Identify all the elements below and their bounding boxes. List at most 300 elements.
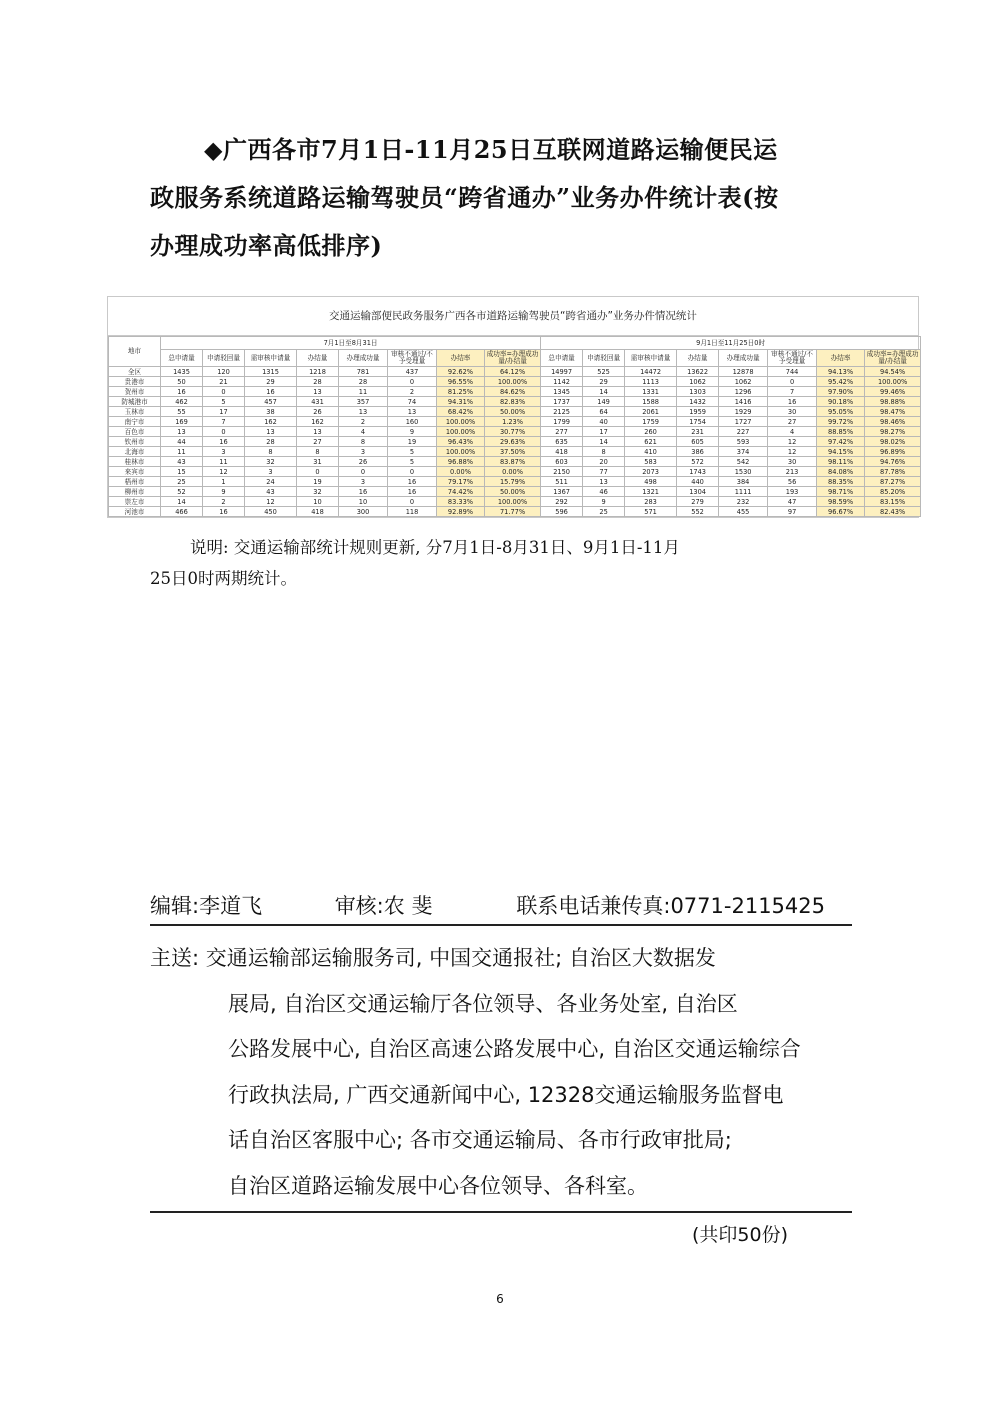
table-row [109, 387, 921, 397]
value-cell: 0 [203, 387, 245, 397]
distribution-rule [150, 1211, 852, 1213]
distribution-line: 自治区道路运输发展中心各位领导、各科室。 [228, 1173, 648, 1198]
value-cell: 374 [719, 447, 768, 457]
value-cell: 583 [625, 457, 677, 467]
value-cell: 15 [161, 467, 203, 477]
value-cell: 10 [339, 497, 388, 507]
value-cell: 27 [768, 417, 817, 427]
value-cell: 11 [161, 447, 203, 457]
value-cell: 56 [768, 477, 817, 487]
value-cell: 88.85% [817, 427, 865, 437]
value-cell: 95.42% [817, 377, 865, 387]
value-cell: 17 [583, 427, 625, 437]
value-cell: 16 [388, 487, 437, 497]
value-cell: 64 [583, 407, 625, 417]
value-cell: 13 [297, 387, 339, 397]
editor-name: 编辑:李道飞 [150, 894, 263, 918]
value-cell: 13 [388, 407, 437, 417]
value-cell: 98.27% [865, 427, 921, 437]
value-cell: 28 [297, 377, 339, 387]
value-cell: 3 [339, 477, 388, 487]
value-cell: 410 [625, 447, 677, 457]
column-header: 需审核申请量 [245, 350, 297, 367]
value-cell: 32 [245, 457, 297, 467]
value-cell: 100.00% [865, 377, 921, 387]
value-cell: 1113 [625, 377, 677, 387]
distribution-line: 主送: 交通运输部运输服务司, 中国交通报社; 自治区大数据发 [150, 946, 716, 970]
value-cell: 277 [541, 427, 583, 437]
value-cell: 0.00% [437, 467, 485, 477]
value-cell: 82.43% [865, 507, 921, 517]
value-cell: 83.15% [865, 497, 921, 507]
value-cell: 1315 [245, 367, 297, 377]
column-header: 总申请量 [161, 350, 203, 367]
value-cell: 1321 [625, 487, 677, 497]
document-heading [150, 126, 865, 270]
value-cell: 232 [719, 497, 768, 507]
value-cell: 4 [768, 427, 817, 437]
value-cell: 52 [161, 487, 203, 497]
value-cell: 744 [768, 367, 817, 377]
value-cell: 2 [339, 417, 388, 427]
value-cell: 98.71% [817, 487, 865, 497]
table-row [109, 487, 921, 497]
value-cell: 25 [583, 507, 625, 517]
table-row [109, 397, 921, 407]
value-cell: 635 [541, 437, 583, 447]
period-header-1: 7月1日至8月31日 [161, 337, 541, 350]
value-cell: 9 [203, 487, 245, 497]
value-cell: 10 [297, 497, 339, 507]
value-cell: 87.78% [865, 467, 921, 477]
value-cell: 440 [677, 477, 719, 487]
value-cell: 31 [297, 457, 339, 467]
value-cell: 596 [541, 507, 583, 517]
column-header: 办结率 [437, 350, 485, 367]
value-cell: 3 [245, 467, 297, 477]
value-cell: 0 [388, 497, 437, 507]
value-cell: 17 [203, 407, 245, 417]
value-cell: 605 [677, 437, 719, 447]
city-cell: 贵港市 [109, 377, 161, 387]
value-cell: 16 [339, 487, 388, 497]
value-cell: 457 [245, 397, 297, 407]
value-cell: 13 [583, 477, 625, 487]
value-cell: 74.42% [437, 487, 485, 497]
value-cell: 14 [161, 497, 203, 507]
value-cell: 85.20% [865, 487, 921, 497]
value-cell: 1062 [719, 377, 768, 387]
city-cell: 南宁市 [109, 417, 161, 427]
value-cell: 418 [297, 507, 339, 517]
value-cell: 162 [245, 417, 297, 427]
value-cell: 14 [583, 387, 625, 397]
value-cell: 1142 [541, 377, 583, 387]
value-cell: 2150 [541, 467, 583, 477]
heading-line-3: 办理成功率高低排序) [150, 231, 383, 260]
value-cell: 43 [161, 457, 203, 467]
value-cell: 30 [768, 407, 817, 417]
value-cell: 466 [161, 507, 203, 517]
value-cell: 83.33% [437, 497, 485, 507]
value-cell: 16 [768, 397, 817, 407]
city-cell: 梧州市 [109, 477, 161, 487]
column-header: 总申请量 [541, 350, 583, 367]
value-cell: 1727 [719, 417, 768, 427]
note-line-2: 25日0时两期统计。 [150, 569, 297, 588]
city-cell: 崇左市 [109, 497, 161, 507]
value-cell: 572 [677, 457, 719, 467]
value-cell: 11 [339, 387, 388, 397]
value-cell: 12878 [719, 367, 768, 377]
value-cell: 98.02% [865, 437, 921, 447]
value-cell: 0 [388, 377, 437, 387]
value-cell: 20 [583, 457, 625, 467]
value-cell: 13622 [677, 367, 719, 377]
value-cell: 37.50% [485, 447, 541, 457]
contact-phone: 联系电话兼传真:0771-2115425 [516, 894, 825, 918]
city-cell: 柳州市 [109, 487, 161, 497]
value-cell: 8 [583, 447, 625, 457]
distribution-line: 公路发展中心, 自治区高速公路发展中心, 自治区交通运输综合 [228, 1037, 801, 1061]
value-cell: 84.62% [485, 387, 541, 397]
value-cell: 1929 [719, 407, 768, 417]
value-cell: 38 [245, 407, 297, 417]
city-cell: 来宾市 [109, 467, 161, 477]
city-cell: 全区 [109, 367, 161, 377]
value-cell: 231 [677, 427, 719, 437]
value-cell: 9 [583, 497, 625, 507]
value-cell: 0 [339, 467, 388, 477]
value-cell: 77 [583, 467, 625, 477]
value-cell: 29 [245, 377, 297, 387]
column-header: 申请驳回量 [583, 350, 625, 367]
value-cell: 1737 [541, 397, 583, 407]
value-cell: 82.83% [485, 397, 541, 407]
value-cell: 68.42% [437, 407, 485, 417]
table-row [109, 477, 921, 487]
value-cell: 213 [768, 467, 817, 477]
value-cell: 462 [161, 397, 203, 407]
value-cell: 94.13% [817, 367, 865, 377]
value-cell: 100.00% [485, 497, 541, 507]
value-cell: 279 [677, 497, 719, 507]
value-cell: 5 [388, 457, 437, 467]
value-cell: 300 [339, 507, 388, 517]
value-cell: 14472 [625, 367, 677, 377]
value-cell: 603 [541, 457, 583, 467]
value-cell: 455 [719, 507, 768, 517]
table-row [109, 467, 921, 477]
column-header: 办结量 [677, 350, 719, 367]
value-cell: 64.12% [485, 367, 541, 377]
table-row [109, 437, 921, 447]
value-cell: 16 [161, 387, 203, 397]
value-cell: 450 [245, 507, 297, 517]
page-number: 6 [496, 1292, 504, 1306]
value-cell: 94.76% [865, 457, 921, 467]
heading-line-2: 政服务系统道路运输驾驶员“跨省通办”业务办件统计表(按 [150, 183, 779, 212]
value-cell: 30.77% [485, 427, 541, 437]
value-cell: 28 [339, 377, 388, 387]
value-cell: 29 [583, 377, 625, 387]
value-cell: 1 [203, 477, 245, 487]
value-cell: 1218 [297, 367, 339, 377]
value-cell: 384 [719, 477, 768, 487]
value-cell: 79.17% [437, 477, 485, 487]
value-cell: 43 [245, 487, 297, 497]
value-cell: 50.00% [485, 487, 541, 497]
value-cell: 98.88% [865, 397, 921, 407]
value-cell: 87.27% [865, 477, 921, 487]
column-header: 需审核申请量 [625, 350, 677, 367]
value-cell: 1345 [541, 387, 583, 397]
column-header: 成功率=办理成功量/办结量 [485, 350, 541, 367]
value-cell: 96.89% [865, 447, 921, 457]
value-cell: 100.00% [437, 427, 485, 437]
statistics-table [108, 336, 921, 517]
value-cell: 1111 [719, 487, 768, 497]
value-cell: 50.00% [485, 407, 541, 417]
value-cell: 30 [768, 457, 817, 467]
value-cell: 418 [541, 447, 583, 457]
table-row [109, 377, 921, 387]
statistics-spreadsheet [107, 296, 919, 518]
city-cell: 河池市 [109, 507, 161, 517]
value-cell: 29.63% [485, 437, 541, 447]
value-cell: 19 [297, 477, 339, 487]
table-row [109, 407, 921, 417]
value-cell: 118 [388, 507, 437, 517]
value-cell: 16 [203, 507, 245, 517]
value-cell: 437 [388, 367, 437, 377]
copies-count: (共印50份) [692, 1224, 789, 1246]
value-cell: 0 [388, 467, 437, 477]
value-cell: 96.67% [817, 507, 865, 517]
value-cell: 32 [297, 487, 339, 497]
value-cell: 283 [625, 497, 677, 507]
value-cell: 1743 [677, 467, 719, 477]
value-cell: 92.89% [437, 507, 485, 517]
city-cell: 百色市 [109, 427, 161, 437]
value-cell: 8 [245, 447, 297, 457]
column-header: 办理成功量 [339, 350, 388, 367]
column-header: 审核不通过/不予受理量 [768, 350, 817, 367]
value-cell: 26 [297, 407, 339, 417]
value-cell: 83.87% [485, 457, 541, 467]
value-cell: 5 [203, 397, 245, 407]
value-cell: 96.43% [437, 437, 485, 447]
value-cell: 13 [245, 427, 297, 437]
value-cell: 1435 [161, 367, 203, 377]
city-cell: 北海市 [109, 447, 161, 457]
value-cell: 26 [339, 457, 388, 467]
value-cell: 12 [203, 467, 245, 477]
value-cell: 90.18% [817, 397, 865, 407]
value-cell: 16 [388, 477, 437, 487]
value-cell: 12 [768, 437, 817, 447]
value-cell: 44 [161, 437, 203, 447]
reviewer-name: 审核:农 斐 [334, 894, 433, 918]
table-row [109, 507, 921, 517]
value-cell: 593 [719, 437, 768, 447]
value-cell: 100.00% [437, 447, 485, 457]
value-cell: 14997 [541, 367, 583, 377]
value-cell: 13 [161, 427, 203, 437]
value-cell: 97.90% [817, 387, 865, 397]
value-cell: 0 [203, 427, 245, 437]
city-cell: 贺州市 [109, 387, 161, 397]
value-cell: 1.23% [485, 417, 541, 427]
value-cell: 1296 [719, 387, 768, 397]
value-cell: 571 [625, 507, 677, 517]
value-cell: 88.35% [817, 477, 865, 487]
value-cell: 94.15% [817, 447, 865, 457]
value-cell: 94.54% [865, 367, 921, 377]
value-cell: 100.00% [485, 377, 541, 387]
value-cell: 2061 [625, 407, 677, 417]
value-cell: 292 [541, 497, 583, 507]
column-header: 办结量 [297, 350, 339, 367]
value-cell: 260 [625, 427, 677, 437]
table-row [109, 497, 921, 507]
value-cell: 8 [297, 447, 339, 457]
value-cell: 781 [339, 367, 388, 377]
editor-line [150, 888, 852, 926]
city-cell: 钦州市 [109, 437, 161, 447]
value-cell: 0.00% [485, 467, 541, 477]
value-cell: 1416 [719, 397, 768, 407]
value-cell: 552 [677, 507, 719, 517]
value-cell: 9 [388, 427, 437, 437]
value-cell: 2073 [625, 467, 677, 477]
explanation-note [150, 532, 865, 594]
value-cell: 97 [768, 507, 817, 517]
table-body [109, 367, 921, 517]
distribution-line: 话自治区客服中心; 各市交通运输局、各市行政审批局; [228, 1128, 732, 1152]
value-cell: 4 [339, 427, 388, 437]
value-cell: 95.05% [817, 407, 865, 417]
value-cell: 0 [768, 377, 817, 387]
value-cell: 19 [388, 437, 437, 447]
value-cell: 1304 [677, 487, 719, 497]
value-cell: 7 [203, 417, 245, 427]
value-cell: 55 [161, 407, 203, 417]
value-cell: 12 [245, 497, 297, 507]
note-line-1: 说明: 交通运输部统计规则更新, 分7月1日-8月31日、9月1日-11月 [190, 538, 680, 557]
value-cell: 84.08% [817, 467, 865, 477]
value-cell: 21 [203, 377, 245, 387]
value-cell: 3 [339, 447, 388, 457]
value-cell: 47 [768, 497, 817, 507]
value-cell: 0 [297, 467, 339, 477]
value-cell: 1367 [541, 487, 583, 497]
value-cell: 160 [388, 417, 437, 427]
value-cell: 621 [625, 437, 677, 447]
value-cell: 1799 [541, 417, 583, 427]
value-cell: 386 [677, 447, 719, 457]
value-cell: 1432 [677, 397, 719, 407]
column-header: 申请驳回量 [203, 350, 245, 367]
value-cell: 2125 [541, 407, 583, 417]
value-cell: 96.88% [437, 457, 485, 467]
spreadsheet-title: 交通运输部便民政务服务广西各市道路运输驾驶员“跨省通办”业务办件情况统计 [108, 297, 918, 336]
value-cell: 1959 [677, 407, 719, 417]
column-header: 审核不通过/不予受理量 [388, 350, 437, 367]
value-cell: 431 [297, 397, 339, 407]
value-cell: 50 [161, 377, 203, 387]
column-header: 办结率 [817, 350, 865, 367]
value-cell: 7 [768, 387, 817, 397]
table-header [109, 337, 921, 367]
value-cell: 27 [297, 437, 339, 447]
period-header-2: 9月1日至11月25日0时 [541, 337, 921, 350]
value-cell: 3 [203, 447, 245, 457]
value-cell: 40 [583, 417, 625, 427]
table-row [109, 367, 921, 377]
value-cell: 16 [203, 437, 245, 447]
city-cell: 桂林市 [109, 457, 161, 467]
value-cell: 193 [768, 487, 817, 497]
value-cell: 74 [388, 397, 437, 407]
value-cell: 542 [719, 457, 768, 467]
value-cell: 100.00% [437, 417, 485, 427]
value-cell: 96.55% [437, 377, 485, 387]
value-cell: 98.59% [817, 497, 865, 507]
value-cell: 511 [541, 477, 583, 487]
value-cell: 99.46% [865, 387, 921, 397]
value-cell: 1331 [625, 387, 677, 397]
value-cell: 162 [297, 417, 339, 427]
value-cell: 2 [203, 497, 245, 507]
value-cell: 1062 [677, 377, 719, 387]
value-cell: 120 [203, 367, 245, 377]
value-cell: 14 [583, 437, 625, 447]
value-cell: 12 [768, 447, 817, 457]
distribution-line: 展局, 自治区交通运输厅各位领导、各业务处室, 自治区 [228, 991, 738, 1016]
value-cell: 227 [719, 427, 768, 437]
value-cell: 357 [339, 397, 388, 407]
value-cell: 98.46% [865, 417, 921, 427]
value-cell: 5 [388, 447, 437, 457]
value-cell: 11 [203, 457, 245, 467]
table-row [109, 447, 921, 457]
value-cell: 1303 [677, 387, 719, 397]
value-cell: 2 [388, 387, 437, 397]
value-cell: 81.25% [437, 387, 485, 397]
value-cell: 98.47% [865, 407, 921, 417]
value-cell: 169 [161, 417, 203, 427]
value-cell: 92.62% [437, 367, 485, 377]
column-header: 办理成功量 [719, 350, 768, 367]
table-row [109, 417, 921, 427]
value-cell: 24 [245, 477, 297, 487]
value-cell: 98.11% [817, 457, 865, 467]
value-cell: 97.42% [817, 437, 865, 447]
distribution-list [150, 936, 852, 1209]
table-row [109, 427, 921, 437]
heading-line-1: ◆广西各市7月1日-11月25日互联网道路运输便民运 [204, 135, 778, 164]
value-cell: 8 [339, 437, 388, 447]
value-cell: 15.79% [485, 477, 541, 487]
distribution-line: 行政执法局, 广西交通新闻中心, 12328交通运输服务监督电 [228, 1082, 784, 1107]
value-cell: 94.31% [437, 397, 485, 407]
value-cell: 25 [161, 477, 203, 487]
table-row [109, 457, 921, 467]
city-cell: 玉林市 [109, 407, 161, 417]
value-cell: 1588 [625, 397, 677, 407]
value-cell: 1754 [677, 417, 719, 427]
